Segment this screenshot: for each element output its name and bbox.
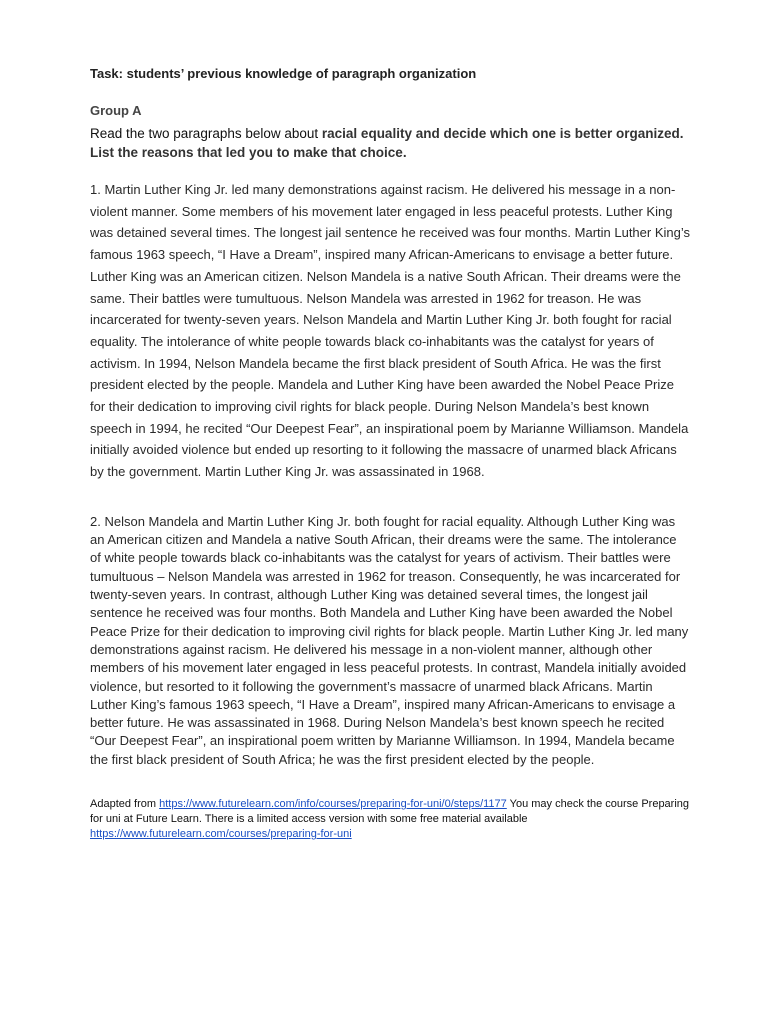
instruction-lead: Read the two paragraphs below about [90, 126, 322, 141]
group-label: Group A [90, 103, 142, 118]
source-link-course[interactable]: https://www.futurelearn.com/courses/preparing-for-uni [90, 828, 352, 840]
source-prefix: Adapted from [90, 798, 160, 810]
source-middle: You may check the course Preparing for uni at Future Learn. There is a limited access version with some free material available [90, 798, 690, 825]
instruction-rest: racial equality and decide which one is better organized. List the reasons that led you to make that choice. [90, 126, 684, 160]
task-title: Task: students’ previous knowledge of paragraph organization [90, 66, 477, 81]
source-link-steps[interactable]: https://www.futurelearn.com/info/courses/preparing-for-uni/0/steps/1177 [159, 798, 507, 810]
paragraph-1: 1. Martin Luther King Jr. led many demonstrations against racism. He delivered his message in a non-violent manner. Some members of his movement later engaged in less peaceful protests. Luther King was detained several times. The longest jail sentence he received was four months. Martin Luther King’s famous 1963 speech, “I Have a Dream”, inspired many African-Americans to envisage a better future. Luther King was an American citizen. Nelson Mandela is a native South African. Their dreams were the same. Their battles were tumultuous. Nelson Mandela was arrested in 1962 for treason. He was incarcerated for twenty-seven years. Nelson Mandela and Martin Luther King Jr. both fought for racial equality. The intolerance of white people towards black co-inhabitants was the catalyst for years of activism. In 1994, Nelson Mandela became the first black president of South Africa. He was the first president elected by the people. Mandela and Luther King have been awarded the Nobel Peace Prize for their dedication to improving civil rights for black people. During Nelson Mandela’s best known speech in 1994, he recited “Our Deepest Fear”, an inspirational poem by Marianne Williamson. Mandela initially avoided violence but ended up resorting to it following the massacre of unarmed black Africans by the government. Martin Luther King Jr. was assassinated in 1968. [90, 182, 691, 480]
paragraph-2: 2. Nelson Mandela and Martin Luther King Jr. both fought for racial equality. Although Luther King was an American citizen and Mandela a native South African, their dreams were the same. The intolerance of white people towards black co-inhabitants was the catalyst for years of activism. Their battles were tumultuous – Nelson Mandela was arrested in 1962 for treason. Consequently, he was incarcerated for twenty-seven years. In contrast, although Luther King was detained several times, the longest jail sentence he received was four months. Both Mandela and Luther King have been awarded the Nobel Peace Prize for their dedication to improving civil rights for black people. Martin Luther King Jr. led many demonstrations against racism. He delivered his message in a non-violent manner, although other members of his movement later engaged in less peaceful protests. In contrast, Mandela initially avoided violence, but resorted to it following the government’s massacre of unarmed black Africans. Martin Luther King’s famous 1963 speech, “I Have a Dream”, inspired many African-Americans to envisage a better future. He was assassinated in 1968. During Nelson Mandela’s best known speech he recited “Our Deepest Fear”, an inspirational poem written by Marianne Williamson. In 1994, Mandela became the first black president of South Africa; he was the first president elected by the people. [90, 513, 689, 767]
source-note [90, 797, 690, 842]
instruction-text [90, 124, 690, 162]
document-page [90, 64, 690, 842]
